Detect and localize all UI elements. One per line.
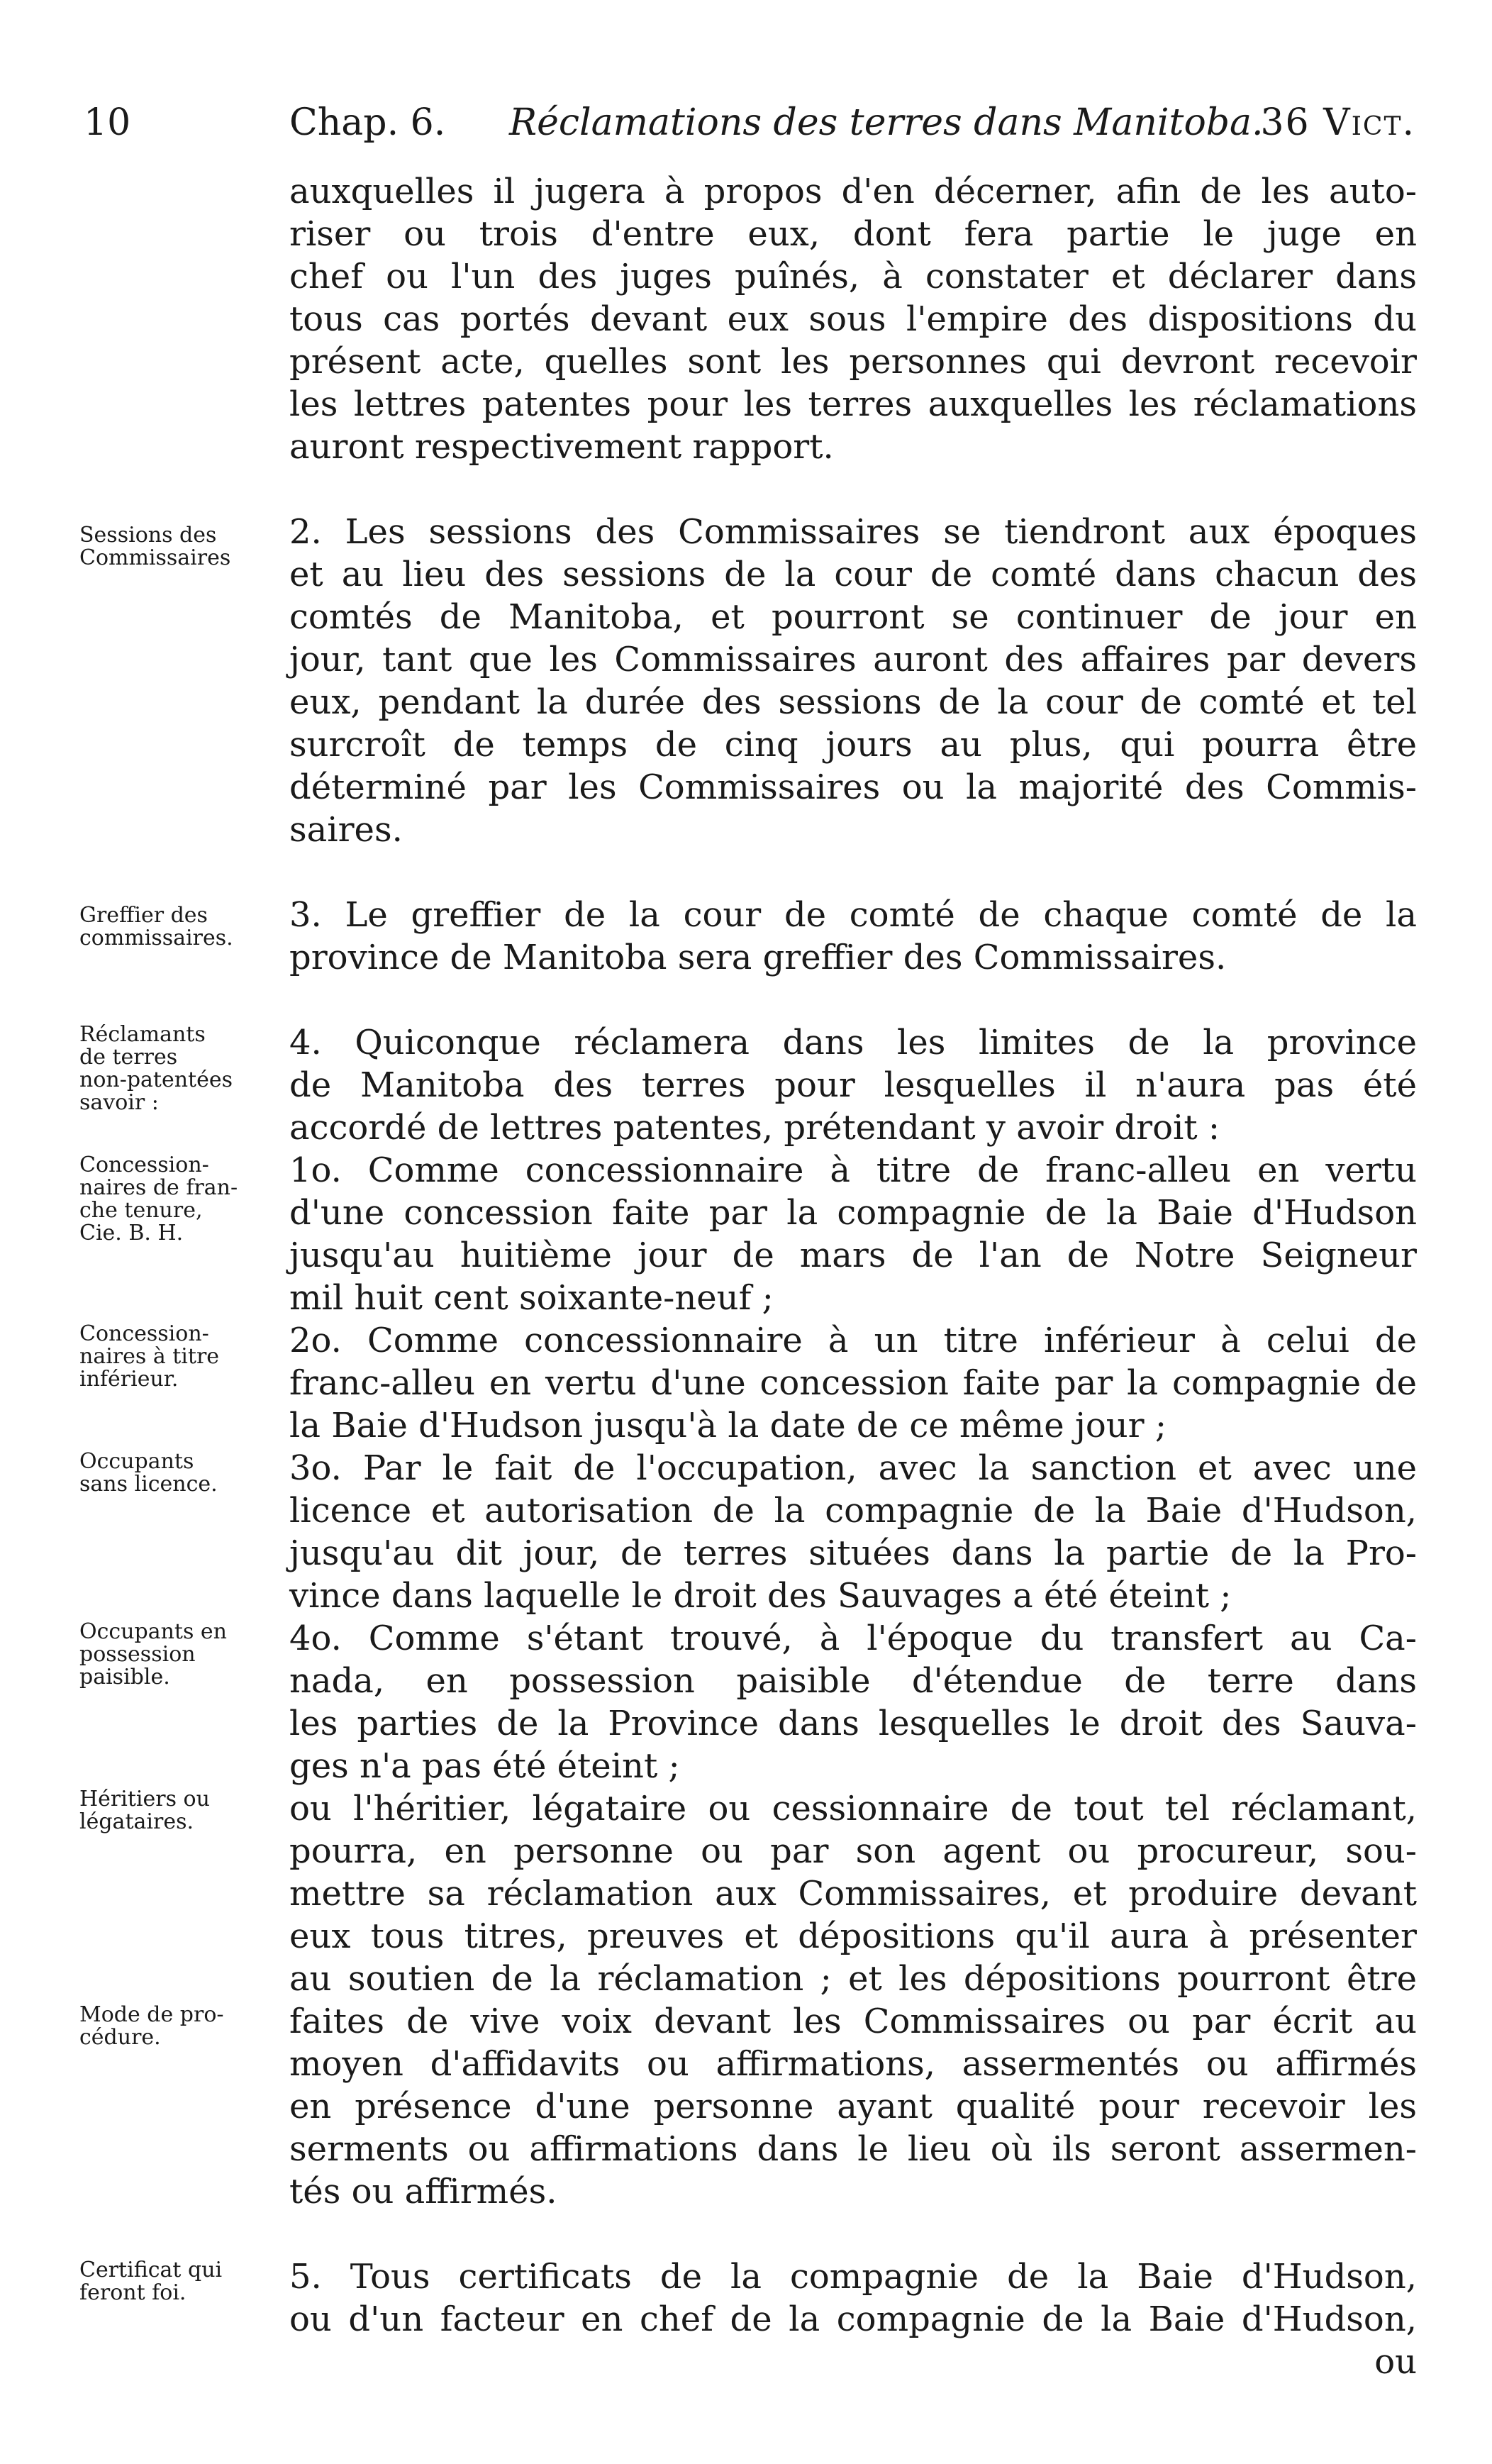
- text-line: en présence d'une personne ayant qualité pour recevoir les: [289, 2087, 1417, 2126]
- text-line: auxquelles il jugera à propos d'en décerner, afin de les auto-: [289, 172, 1417, 211]
- section-2-line: 2. Les sessions des Commissaires se tiendront aux époques: [289, 512, 1417, 552]
- text-line: jusqu'au huitième jour de mars de l'an de Notre Seigneur: [289, 1236, 1417, 1275]
- text-line: licence et autorisation de la compagnie de la Baie d'Hudson,: [289, 1491, 1417, 1531]
- margin-note: commissaires.: [79, 926, 233, 950]
- text-line: ou l'héritier, légataire ou cessionnaire de tout tel réclamant,: [289, 1789, 1417, 1828]
- text-line: déterminé par les Commissaires ou la majorité des Commis-: [289, 767, 1417, 807]
- text-line: les lettres patentes pour les terres auxquelles les réclamations: [289, 384, 1417, 424]
- text-line: chef ou l'un des juges puînés, à constater et déclarer dans: [289, 257, 1417, 296]
- text-line: tés ou affirmés.: [289, 2172, 557, 2212]
- text-line: eux, pendant la durée des sessions de la cour de comté et tel: [289, 682, 1417, 722]
- text-line: faites de vive voix devant les Commissaires ou par écrit au: [289, 2002, 1417, 2041]
- text-line: province de Manitoba sera greffier des Commissaires.: [289, 938, 1227, 977]
- text-line: ges n'a pas été éteint ;: [289, 1746, 680, 1786]
- text-line: ou d'un facteur en chef de la compagnie de la Baie d'Hudson,: [289, 2299, 1417, 2339]
- section-5-line: 5. Tous certificats de la compagnie de la Baie d'Hudson,: [289, 2257, 1417, 2297]
- margin-note: Occupants en: [79, 1619, 227, 1644]
- margin-note: naires à titre: [79, 1344, 220, 1369]
- text-line: présent acte, quelles sont les personnes qui devront recevoir: [289, 342, 1417, 382]
- text-line: moyen d'affidavits ou affirmations, assermentés ou affirmés: [289, 2044, 1417, 2084]
- text-line: auront respectivement rapport.: [289, 427, 834, 467]
- text-line: serments ou affirmations dans le lieu où ils seront assermen-: [289, 2129, 1417, 2169]
- margin-note: sans licence.: [79, 1472, 218, 1497]
- margin-note: légataires.: [79, 1809, 194, 1834]
- text-line: eux tous titres, preuves et dépositions qu'il aura à présenter: [289, 1916, 1417, 1956]
- clause-3-line: 3o. Par le fait de l'occupation, avec la sanction et avec une: [289, 1448, 1417, 1488]
- margin-note: Greffier des: [79, 903, 208, 928]
- text-line: les parties de la Province dans lesquelles le droit des Sauva-: [289, 1704, 1417, 1743]
- text-line: mil huit cent soixante-neuf ;: [289, 1278, 774, 1318]
- text-line: d'une concession faite par la compagnie de la Baie d'Hudson: [289, 1193, 1417, 1233]
- margin-note: Concession-: [79, 1321, 209, 1346]
- margin-note: naires de fran-: [79, 1175, 238, 1200]
- margin-note: de terres: [79, 1045, 178, 1070]
- text-line: pourra, en personne ou par son agent ou procureur, sou-: [289, 1831, 1417, 1871]
- text-line: franc-alleu en vertu d'une concession faite par la compagnie de: [289, 1363, 1417, 1403]
- text-line: et au lieu des sessions de la cour de comté dans chacun des: [289, 555, 1417, 594]
- margin-note: Occupants: [79, 1449, 194, 1474]
- regnal-year: 36 Vict.: [1260, 101, 1415, 144]
- running-title: Réclamations des terres dans Manitoba.: [509, 101, 1264, 144]
- text-line: nada, en possession paisible d'étendue de terre dans: [289, 1661, 1417, 1701]
- text-line: la Baie d'Hudson jusqu'à la date de ce même jour ;: [289, 1406, 1167, 1445]
- margin-note: Certificat qui: [79, 2258, 223, 2282]
- margin-note: possession: [79, 1642, 196, 1667]
- margin-note: non-patentées: [79, 1067, 233, 1092]
- margin-note: Commissaires: [79, 545, 231, 570]
- section-4-line: 4. Quiconque réclamera dans les limites de la province: [289, 1023, 1417, 1062]
- margin-note: savoir :: [79, 1090, 159, 1115]
- text-line: saires.: [289, 810, 403, 850]
- clause-1-line: 1o. Comme concessionnaire à titre de franc-alleu en vertu: [289, 1150, 1417, 1190]
- page-header: [84, 98, 1415, 148]
- text-line: accordé de lettres patentes, prétendant y avoir droit :: [289, 1108, 1220, 1148]
- text-line: de Manitoba des terres pour lesquelles il n'aura pas été: [289, 1065, 1417, 1105]
- page-number: 10: [84, 101, 131, 144]
- text-line: jour, tant que les Commissaires auront des affaires par devers: [289, 640, 1417, 679]
- text-line: mettre sa réclamation aux Commissaires, et produire devant: [289, 1874, 1417, 1914]
- text-line: jusqu'au dit jour, de terres situées dans la partie de la Pro-: [289, 1533, 1417, 1573]
- margin-note: che tenure,: [79, 1198, 203, 1223]
- clause-2-line: 2o. Comme concessionnaire à un titre inférieur à celui de: [289, 1321, 1417, 1360]
- section-3-line: 3. Le greffier de la cour de comté de chaque comté de la: [289, 895, 1417, 935]
- margin-note: Réclamants: [79, 1022, 206, 1047]
- margin-note: inférieur.: [79, 1367, 179, 1392]
- margin-note: Sessions des: [79, 523, 217, 548]
- margin-note: Concession-: [79, 1153, 209, 1177]
- text-line: vince dans laquelle le droit des Sauvages a été éteint ;: [289, 1576, 1232, 1616]
- margin-note: Mode de pro-: [79, 2002, 224, 2027]
- chapter-label: Chap. 6.: [289, 101, 446, 144]
- text-line: riser ou trois d'entre eux, dont fera partie le juge en: [289, 214, 1417, 254]
- margin-note: cédure.: [79, 2025, 161, 2050]
- text-line: surcroît de temps de cinq jours au plus, qui pourra être: [289, 725, 1417, 765]
- clause-4-line: 4o. Comme s'étant trouvé, à l'époque du transfert au Ca-: [289, 1619, 1417, 1658]
- margin-note: feront foi.: [79, 2280, 186, 2305]
- text-line: tous cas portés devant eux sous l'empire des dispositions du: [289, 299, 1417, 339]
- margin-note: Héritiers ou: [79, 1787, 210, 1811]
- text-line: au soutien de la réclamation ; et les dépositions pourront être: [289, 1959, 1417, 1999]
- text-line: comtés de Manitoba, et pourront se continuer de jour en: [289, 597, 1417, 637]
- catchword: ou: [1374, 2342, 1417, 2382]
- margin-note: paisible.: [79, 1665, 170, 1689]
- margin-note: Cie. B. H.: [79, 1221, 184, 1245]
